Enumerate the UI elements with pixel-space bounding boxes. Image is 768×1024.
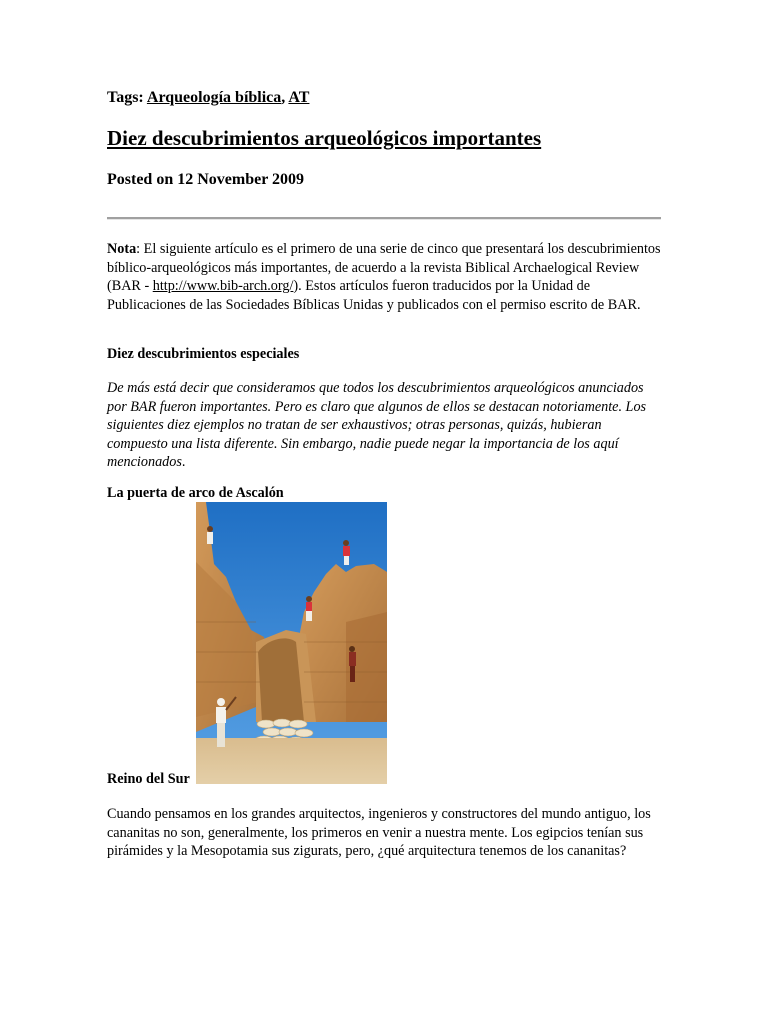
horizontal-divider [107, 217, 661, 220]
intro-italic-period: . [181, 454, 186, 470]
tag-link-at[interactable]: AT [288, 89, 310, 106]
article-title[interactable]: Diez descubrimientos arqueológicos importantes [107, 126, 542, 150]
reino-del-sur-paragraph: Cuando pensamos en los grandes arquitectos, ingenieros y constructores del mundo antiguo, los cananitas no son, generalmente, los primeros en venir a nuestra mente. Los egipcios tenían sus pirámides y la Mesopotamia sus zigurats, pero, ¿qué arquitectura tenemos de los cananitas? [107, 806, 651, 859]
tags-label: Tags: [107, 89, 144, 106]
nota-label: Nota [107, 241, 137, 257]
section-heading-especiales: Diez descubrimientos especiales [107, 346, 300, 362]
bar-website-link[interactable]: http://www.bib-arch.org/ [152, 278, 294, 294]
section-heading-puerta: La puerta de arco de Ascalón [107, 485, 284, 501]
intro-italic-paragraph [107, 379, 663, 472]
tag-link-arqueologia-biblica[interactable]: Arqueología bíblica [146, 89, 282, 106]
section-heading-reino-del-sur: Reino del Sur [107, 771, 190, 787]
tags-line [107, 89, 309, 107]
tags-separator: , [281, 89, 286, 106]
ascalon-gate-photo [196, 502, 387, 784]
posted-date: Posted on 12 November 2009 [107, 171, 305, 188]
nota-text-after-link: ). Estos artículos fueron traducidos por la Unidad de Publicaciones de las Sociedades Bíblicas Unidas y publicados con el permiso escrito de BAR. [107, 278, 641, 313]
nota-paragraph [107, 240, 663, 314]
intro-italic-text: De más está decir que consideramos que todos los descubrimientos arqueológicos anunciados por BAR fueron importantes. Pero es claro que algunos de ellos se destacan notoriamente. Los siguientes diez ejemplos no tratan de ser exhaustivos; otras personas, quizás, hubieran compuesto una lista diferente. Sin embargo, nadie puede negar la importancia de los aquí mencionados [107, 380, 647, 470]
nota-text-before-link: : El siguiente artículo es el primero de una serie de cinco que presentará los descubrimientos bíblico-arqueológicos más importantes, de acuerdo a la revista Biblical Archaelogical Review (BAR - [107, 241, 661, 294]
